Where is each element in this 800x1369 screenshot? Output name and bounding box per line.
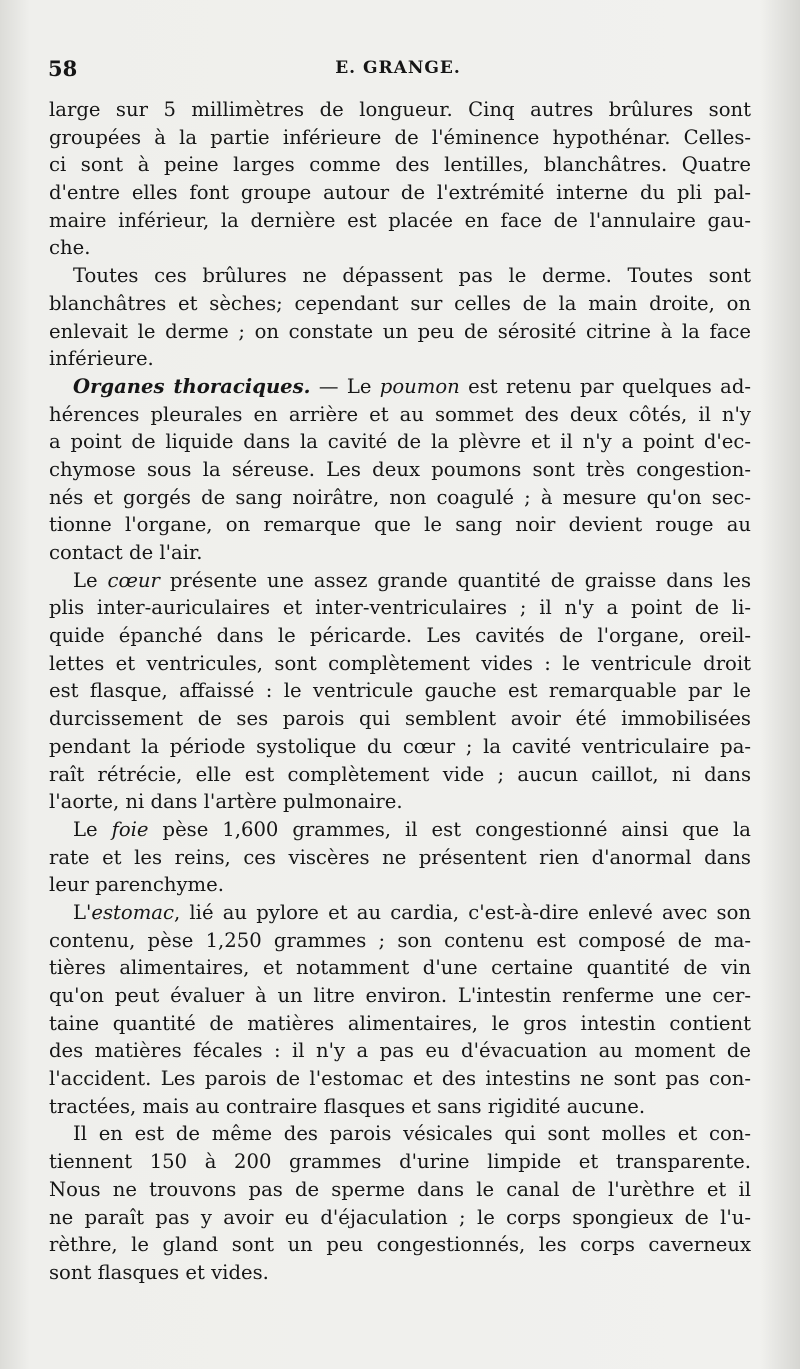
- text-line: ci sont à peine larges comme des lentilles, blanchâtres. Quatre: [49, 153, 751, 177]
- italic-term: estomac: [91, 900, 174, 924]
- text-line: [49, 567, 751, 595]
- text-line: taine quantité de matières alimentaires, le gros intestin contient: [49, 1011, 751, 1035]
- text-line: ne paraît pas y avoir eu d'éjaculation ; le corps spongieux de l'u-: [49, 1205, 751, 1229]
- text-line: contenu, pèse 1,250 grammes ; son contenu est composé de ma-: [49, 928, 751, 952]
- body-text: [49, 96, 751, 1287]
- text-fragment: Le: [73, 817, 112, 841]
- text-line: rate et les reins, ces viscères ne présentent rien d'anormal dans: [49, 845, 751, 869]
- paragraph-vesicales: [49, 1120, 751, 1286]
- text-line: l'accident. Les parois de l'estomac et des intestins ne sont pas con-: [49, 1067, 751, 1091]
- text-line: tiennent 150 à 200 grammes d'urine limpide et transparente.: [49, 1150, 751, 1174]
- running-head: E. GRANGE.: [335, 58, 461, 78]
- text-line: tractées, mais au contraire flasques et sans rigidité aucune.: [49, 1094, 646, 1118]
- text-line: nés et gorgés de sang noirâtre, non coagulé ; à mesure qu'on sec-: [49, 485, 751, 509]
- paragraph-estomac: [49, 899, 751, 1121]
- text-line: qu'on peut évaluer à un litre environ. L'intestin renferme une cer-: [49, 984, 751, 1007]
- italic-term: poumon: [379, 374, 460, 398]
- italic-term: cœur: [107, 568, 160, 592]
- page-header: [48, 56, 748, 92]
- text-line: durcissement de ses parois qui semblent avoir été immobilisées: [49, 707, 751, 731]
- text-line: [49, 899, 751, 927]
- text-fragment: L': [73, 900, 92, 924]
- page-number: 58: [48, 56, 78, 81]
- text-line: che.: [49, 236, 91, 260]
- text-fragment: — Le: [310, 374, 380, 398]
- text-line: leur parenchyme.: [49, 873, 224, 897]
- paragraph-organes-thoraciques: [49, 373, 751, 567]
- text-line: est flasque, affaissé : le ventricule gauche est remarquable par le: [49, 679, 751, 703]
- text-line: hérences pleurales en arrière et au sommet des deux côtés, il n'y: [49, 402, 751, 426]
- paragraph-foie: [49, 816, 751, 899]
- text-line: plis inter-auriculaires et inter-ventriculaires ; il n'y a point de li-: [49, 596, 751, 620]
- text-line: groupées à la partie inférieure de l'éminence hypothénar. Celles-: [49, 125, 751, 149]
- text-fragment: présente une assez grande quantité de graisse dans les: [159, 568, 751, 592]
- text-line: tières alimentaires, et notamment d'une certaine quantité de vin: [49, 956, 751, 980]
- section-heading: Organes thoraciques.: [73, 374, 311, 398]
- paragraph-burns-hand: [49, 96, 751, 262]
- text-line: l'aorte, ni dans l'artère pulmonaire.: [49, 790, 403, 814]
- text-line: [49, 816, 751, 844]
- text-fragment: pèse 1,600 grammes, il est congestionné ainsi que la: [148, 817, 751, 841]
- text-line: pendant la période systolique du cœur ; la cavité ventriculaire pa-: [49, 734, 751, 758]
- text-line: quide épanché dans le péricarde. Les cavités de l'organe, oreil-: [49, 624, 751, 648]
- paragraph-coeur: [49, 567, 751, 816]
- text-line: chymose sous la séreuse. Les deux poumons sont très congestion-: [49, 457, 751, 481]
- text-line: [49, 373, 751, 401]
- text-line: large sur 5 millimètres de longueur. Cinq autres brûlures sont: [49, 98, 751, 121]
- text-line: tionne l'organe, on remarque que le sang noir devient rouge au: [49, 513, 751, 537]
- text-line: raît rétrécie, elle est complètement vide ; aucun caillot, ni dans: [49, 762, 751, 786]
- text-line: Toutes ces brûlures ne dépassent pas le derme. Toutes sont: [73, 264, 751, 288]
- text-line: d'entre elles font groupe autour de l'extrémité interne du pli pal-: [49, 181, 751, 205]
- text-line: inférieure.: [49, 347, 154, 371]
- text-fragment: Le: [73, 568, 108, 592]
- text-line: des matières fécales : il n'y a pas eu d'évacuation au moment de: [49, 1039, 751, 1063]
- text-line: maire inférieur, la dernière est placée en face de l'annulaire gau-: [49, 208, 751, 232]
- text-line: rèthre, le gland sont un peu congestionnés, les corps caverneux: [49, 1233, 751, 1257]
- text-line: sont flasques et vides.: [49, 1260, 269, 1284]
- text-line: Nous ne trouvons pas de sperme dans le canal de l'urèthre et il: [49, 1177, 751, 1201]
- text-line: enlevait le derme ; on constate un peu de sérosité citrine à la face: [49, 319, 751, 343]
- text-line: blanchâtres et sèches; cependant sur celles de la main droite, on: [49, 291, 751, 315]
- text-fragment: est retenu par quelques ad-: [459, 374, 751, 398]
- italic-term: foie: [111, 817, 149, 841]
- paragraph-burns-derme: [49, 262, 751, 373]
- text-line: a point de liquide dans la cavité de la plèvre et il n'y a point d'ec-: [49, 430, 751, 454]
- text-fragment: , lié au pylore et au cardia, c'est-à-dire enlevé avec son: [173, 900, 751, 924]
- text-line: Il en est de même des parois vésicales qui sont molles et con-: [73, 1122, 751, 1146]
- text-line: contact de l'air.: [49, 541, 203, 564]
- text-line: lettes et ventricules, sont complètement vides : le ventricule droit: [49, 651, 751, 675]
